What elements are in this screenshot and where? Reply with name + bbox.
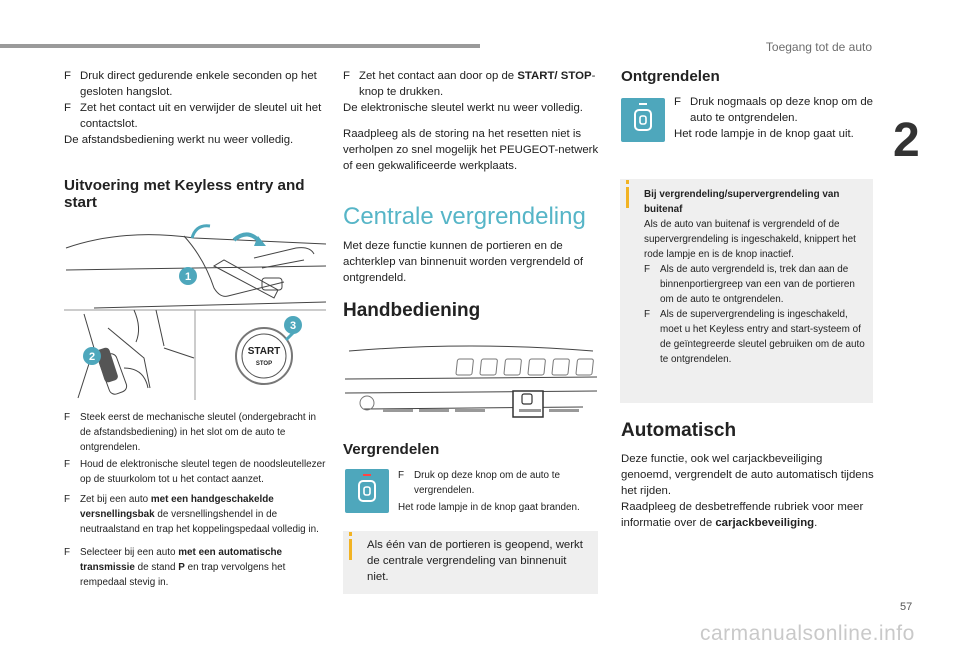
callout-2-label: 2 (88, 351, 96, 363)
list-item: F Selecteer bij een auto met een automatische transmissie de stand P en trap vervolgens het rempedaal stevig in. (64, 547, 286, 588)
doors-open-note: Als één van de portieren is geopend, werkt de centrale vergrendeling van binnenuit niet. (343, 531, 598, 594)
col1-intro (64, 68, 326, 148)
list-item: F Als de supervergrendeling is ingeschakeld, moet u het Keyless entry and start-systeem of de geïntegreerde sleutel gebruiken om de auto te ontgrendelen. (644, 309, 865, 365)
list-item: F Druk nogmaals op deze knop om de auto te ontgrendelen. (674, 96, 873, 124)
keyless-heading: Uitvoering met Keyless entry and start (64, 177, 305, 211)
paragraph: Het rode lampje in de knop gaat branden. (398, 502, 580, 513)
list-item: F Druk direct gedurende enkele seconden op het gesloten hangslot. (64, 70, 317, 98)
section-title: Centrale vergrendeling (343, 203, 586, 230)
list-item: F Steek eerst de mechanische sleutel (ondergebracht in de afstandsbediening) in het slot om de auto te ontgrendelen. (64, 412, 317, 453)
keyless-illustration (64, 218, 326, 400)
header-rule (0, 44, 480, 48)
info-icon (626, 180, 629, 184)
dashboard-buttons-illustration (343, 345, 599, 425)
list-item: F Druk op deze knop om de auto te vergrendelen. (398, 470, 561, 496)
stop-label: STOP (255, 361, 273, 367)
paragraph: Het rode lampje in de knop gaat uit. (674, 128, 854, 140)
page-number: 57 (900, 601, 913, 613)
callout-3-label: 3 (289, 320, 297, 332)
start-label: START (247, 346, 281, 357)
chapter-number: 2 (893, 114, 920, 167)
ontgrendelen-heading: Ontgrendelen (621, 68, 720, 85)
list-item: F Zet bij een auto met een handgeschakelde versnellingsbak de versnellingshendel in de neutraalstand en trap het koppelingspedaal volledig in. (64, 494, 319, 535)
unlock-text (674, 94, 874, 142)
list-item: F Houd de elektronische sleutel tegen de noodsleutellezer op de stuurkolom tot u het contact aanzet. (64, 459, 326, 485)
col2-intro (343, 68, 601, 174)
header-title: Toegang tot de auto (765, 40, 872, 54)
lock-text (398, 468, 602, 515)
automatisch-text (621, 451, 876, 531)
paragraph: De elektronische sleutel werkt nu weer volledig. (343, 102, 583, 114)
note-title: Bij vergrendeling/supervergrendeling van buitenaf (644, 189, 840, 215)
vergrendelen-heading: Vergrendelen (343, 441, 440, 458)
note-text: Als de auto van buitenaf is vergrendeld of de supervergrendeling is ingeschakeld, knippert het rode lampje en is de knop inactief. (644, 219, 856, 260)
unlock-button-icon (621, 98, 665, 142)
watermark: carmanualsonline.info (700, 622, 915, 645)
callout-1-label: 1 (184, 271, 192, 283)
list-item: F Zet het contact uit en verwijder de sleutel uit het contactslot. (64, 102, 322, 130)
list-item: F Als de auto vergrendeld is, trek dan aan de binnenportiergreep van een van de portieren om de auto te ontgrendelen. (644, 264, 855, 305)
supervergrendeling-note (620, 179, 873, 403)
automatisch-heading: Automatisch (621, 420, 737, 441)
handbediening-heading: Handbediening (343, 300, 481, 321)
info-icon (349, 532, 352, 536)
paragraph: De afstandsbediening werkt nu weer volledig. (64, 134, 294, 146)
keyless-steps (64, 410, 326, 590)
paragraph: Raadpleeg de desbetreffende rubriek voor meer informatie over de carjackbeveiliging. (621, 501, 864, 529)
paragraph: Raadpleeg als de storing na het resetten niet is verholpen zo snel mogelijk het PEUGEOT-netwerk of een gekwalificeerde werkplaats. (343, 128, 599, 172)
paragraph: Deze functie, ook wel carjackbeveiliging genoemd, vergrendelt de auto automatisch tijdens het rijden. (621, 453, 874, 497)
list-item: F Zet het contact aan door op de START/ STOP-knop te drukken. (343, 70, 596, 98)
lock-button-icon (345, 469, 389, 513)
section-intro: Met deze functie kunnen de portieren en de achterklep van binnenuit worden vergrendeld of ontgrendeld. (343, 240, 583, 284)
